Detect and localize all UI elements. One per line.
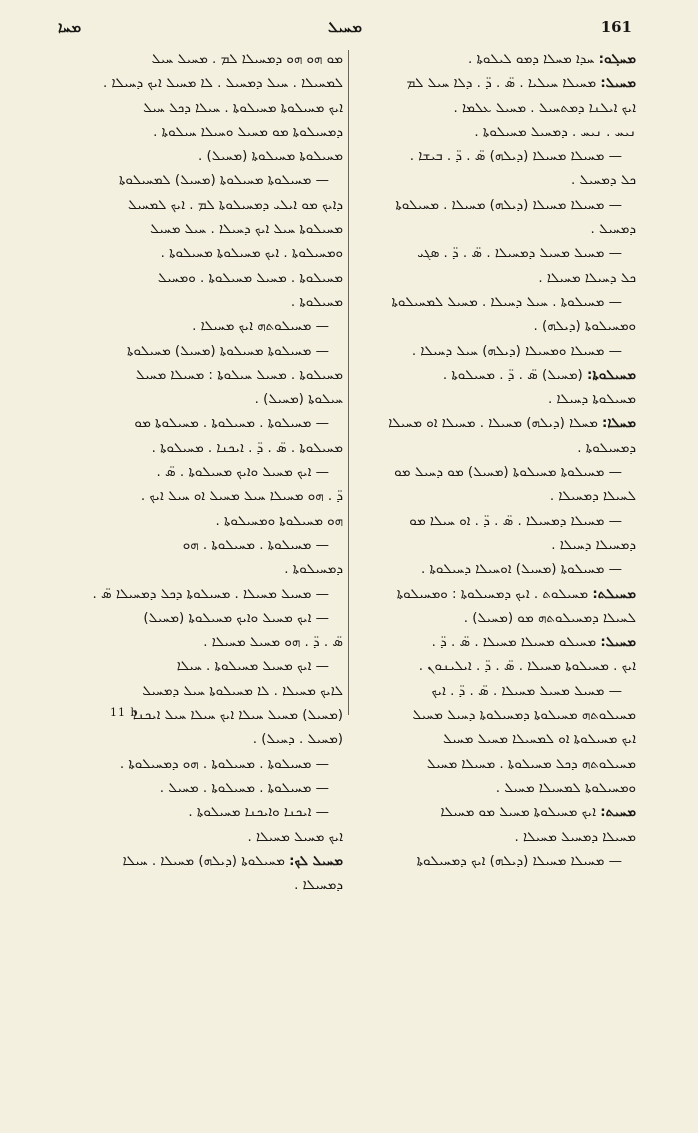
right-column-line bbox=[356, 485, 636, 509]
left-column-line bbox=[54, 194, 343, 218]
right-column-line bbox=[356, 655, 636, 679]
left-column-line bbox=[54, 121, 343, 145]
entry-text: — ܡܚܝܠ ܡܚܝܠܐ . ܡܚܝܠܘܬܐ ܕܟܠ ܕܡܚܝܠܐ ܣ̈ . bbox=[92, 586, 329, 602]
entry-text: (ܡܚܝܠ) ܣ̈ . ܕ̈ . ܡܚܝܠܘܬܐ . bbox=[442, 367, 588, 383]
right-column-line bbox=[356, 242, 636, 266]
entry-text: ܡܚܝܠܘܬܐ . ܡܚܝܠ ܡܚܝܠܘܬܐ . ܘܡܚܝܠ bbox=[157, 270, 343, 286]
left-column-line bbox=[54, 364, 343, 388]
entry-text: — ܡܚܝܠܐ ܡܚܝܠܐ (ܕܝܠܗ) ܣ̈ . ܕ̈ . ܒܝܫܐ . bbox=[409, 149, 622, 165]
right-column-line bbox=[356, 728, 636, 752]
left-column-line bbox=[54, 777, 343, 801]
entry-text: — ܐܝܟ ܡܚܝܠ ܡܚܝܠܘܬܐ . ܚܝܠܐ bbox=[176, 659, 329, 675]
entry-text: ܠܚܝܠܐ ܕܡܚܝܠܘܬܗ ܡܘ (ܡܚܝܠ) . bbox=[463, 610, 636, 626]
left-column-line bbox=[54, 72, 343, 96]
entry-text: ܐܝܟ ܡܚܝܠܘܬܐ ܡܚܝܠ ܡܘ ܡܚܝܠܐ bbox=[440, 805, 601, 821]
entry-text: — ܐܝܟ ܡܚܝܠ ܘܐܝܟ ܡܚܝܠܘܬܐ . ܣ̈ . bbox=[156, 465, 329, 481]
left-column-line bbox=[54, 291, 343, 315]
entry-text: — ܡܚܝܠܐ ܘܡܚܝܠܐ (ܕܝܠܗ) ܚܝܠ ܕܚܝܠܐ . bbox=[411, 343, 622, 359]
right-column-line bbox=[356, 558, 636, 582]
left-column-line bbox=[54, 145, 343, 169]
entry-headword: ܡܚܝܠܘܬܐ: bbox=[587, 367, 636, 383]
signature-mark: 11 b bbox=[110, 706, 139, 719]
entry-text: ܡܚܝܠܘܬܐ . bbox=[290, 294, 343, 310]
right-column-line bbox=[356, 583, 636, 607]
left-column-line bbox=[54, 534, 343, 558]
right-column-line bbox=[356, 680, 636, 704]
left-column-line bbox=[54, 558, 343, 582]
right-column-line bbox=[356, 218, 636, 242]
left-column-line bbox=[54, 169, 343, 193]
entry-text: — ܡܚܝܠܘܬܐ . ܡܚܝܠܘܬܐ . ܡܚܝܠܘܬܐ ܡܘ bbox=[134, 416, 329, 432]
entry-text: ܠܚܝܠܐ ܕܡܚܝܠܐ . bbox=[549, 489, 636, 505]
entry-text: ܡܚܝܠܘܬܐ ܕܚܝܠܐ . bbox=[548, 392, 636, 408]
header-left-catchword: ܡܚܐ bbox=[58, 18, 82, 36]
left-column-line bbox=[54, 680, 343, 704]
left-column-line bbox=[54, 753, 343, 777]
left-column-line bbox=[54, 242, 343, 266]
entry-text: — ܡܚܝܠܘܬܐ (ܡܚܝܠ) ܐܘܚܝܠܐ ܕܚܝܠܘܬܐ . bbox=[420, 562, 622, 578]
right-column-line bbox=[356, 777, 636, 801]
entry-text: ܡܚܝܠܘܬܐ ܚܝܠ ܐܝܟ ܕܚܝܠܐ . ܚܝܠ ܡܚܝܠ bbox=[150, 222, 343, 238]
right-column-line bbox=[356, 315, 636, 339]
entry-text: — ܡܚܝܠܐ ܡܚܝܠܐ (ܕܝܠܗ) ܡܚܝܠܐ . ܡܚܝܠܘܬܐ bbox=[395, 197, 622, 213]
right-column bbox=[356, 48, 636, 1013]
right-column-line bbox=[356, 510, 636, 534]
entry-text: — ܐܝܟ ܡܚܝܠ ܘܐܝܟ ܡܚܝܠܘܬܐ (ܡܚܝܠ) bbox=[143, 610, 329, 626]
entry-text: — ܡܚܝܠ ܡܚܝܠ ܕܡܚܝܠܐ . ܣ̈ . ܕ̈ . ܣܓܝ bbox=[417, 246, 622, 262]
entry-text: ܕܡܚܝܠܐ . bbox=[294, 878, 343, 894]
left-column-line bbox=[54, 631, 343, 655]
left-column-line bbox=[54, 826, 343, 850]
entry-text: ܘܡܚܝܠܘܬܐ . ܐܝܟ ܡܚܝܠܘܬܐ ܡܚܝܠܘܬܐ . bbox=[160, 246, 343, 262]
left-column-line bbox=[54, 485, 343, 509]
right-column-line bbox=[356, 631, 636, 655]
page-number: 161 bbox=[600, 18, 632, 36]
right-column-line bbox=[356, 534, 636, 558]
entry-text: ܟܠ ܕܡܚܝܠ . bbox=[571, 173, 636, 189]
entry-text: — ܡܚܝܠܐ ܕܡܚܝܠܐ . ܣ̈ . ܕ̈ . ܐܘ ܚܝܠܐ ܡܘ bbox=[409, 513, 622, 529]
entry-text: ܕܡܚܝܠܘܬܐ ܡܘ ܡܚܝܠ ܘܚܝܠܐ ܚܝܠܘܬܐ . bbox=[153, 124, 343, 140]
left-column-line bbox=[54, 583, 343, 607]
entry-text: ܚܕܐ ܡܚܠܐ ܕܡܘ ܠܝܠܘܬܐ . bbox=[467, 52, 599, 67]
entry-text: ܐܝܟ ܐܝܠܢܐ ܕܡܬܚܝܠ . ܡܚܝܠ ܥܠܡܐ . bbox=[453, 100, 636, 116]
entry-text: ܗܘ ܡܚܝܠܘܬܐ ܘܡܚܝܠܘܬܐ . bbox=[215, 513, 343, 529]
entry-text: ܟܠ ܕܚܝܠܐ ܡܚܝܠܐ . bbox=[538, 270, 636, 286]
entry-text: ܐܝܟ . ܡܚܝܠܘܬܐ ܡܚܝܠܐ . ܣ̈ . ܕ̈ . ܐܝܠܝܢܘܢ . bbox=[418, 659, 636, 675]
entry-text: — ܡܚܝܠܘܬܐ . ܡܚܝܠܘܬܐ . ܡܚܝܠ . bbox=[159, 780, 329, 796]
left-column-line bbox=[54, 874, 343, 898]
left-column-line bbox=[54, 48, 343, 72]
left-column-line bbox=[54, 704, 343, 728]
left-column-line bbox=[54, 607, 343, 631]
page-header bbox=[58, 18, 632, 40]
entry-headword: ܡܚܝܬ: bbox=[600, 805, 636, 821]
entry-headword: ܡܚܝܠ: bbox=[600, 76, 636, 92]
column-divider bbox=[348, 50, 349, 715]
entry-text: — ܡܚܝܠ ܡܚܝܠ ܡܚܝܠܐ . ܣ̈ . ܕ̈ . ܐܝܟ bbox=[431, 683, 622, 699]
entry-text: — ܡܚܝܠܘܬܐ ܡܚܝܠܘܬܐ (ܡܚܝܠ) ܡܚܝܠܘܬܐ bbox=[127, 343, 329, 359]
entry-text: ܐܝܟ ܡܚܝܠ ܡܚܝܠܐ . bbox=[247, 829, 343, 845]
right-column-line bbox=[356, 194, 636, 218]
entry-headword: ܡܚܝܠ: bbox=[600, 635, 636, 651]
left-column-line bbox=[54, 315, 343, 339]
left-column-line bbox=[54, 655, 343, 679]
entry-headword: ܡܚܠ݂ܘ: bbox=[598, 52, 636, 67]
entry-text: ܚܝܠܘܬܐ (ܡܚܝܠ) . bbox=[254, 392, 343, 408]
right-column-line bbox=[356, 801, 636, 825]
left-column-line bbox=[54, 510, 343, 534]
right-column-line bbox=[356, 291, 636, 315]
left-column-line bbox=[54, 388, 343, 412]
entry-text: ܡܚܝܠܘܬܗ ܡܚܝܠܘܬܐ ܕܡܚܝܠܘܬܐ ܕܚܝܠ ܡܚܝܠ bbox=[412, 708, 636, 724]
entry-text: — ܐܝܟܢܐ ܘܐܝܟܢܐ ܡܚܝܠܘܬܐ . bbox=[188, 805, 329, 821]
right-column-line bbox=[356, 364, 636, 388]
entry-text: ܐܝܟ ܡܚܝܠܘܬܐ ܡܚܝܠܘܬܐ . ܚܝܠܐ ܕܟܠ ܚܝܠ bbox=[143, 100, 343, 116]
left-column-line bbox=[54, 850, 343, 874]
entry-text: ܐܝܟ ܡܚܝܠܘܬܐ ܐܘ ܠܡܚܝܠܐ ܡܚܝܠ ܡܚܝܠ bbox=[443, 732, 636, 748]
left-column-line bbox=[54, 340, 343, 364]
right-column-line bbox=[356, 48, 636, 72]
right-column-line bbox=[356, 704, 636, 728]
left-column-line bbox=[54, 412, 343, 436]
entry-text: ܡܚܝܠܐ ܚܝܠܝܐ . ܣ̈ . ܕ̈ . ܕܠܐ ܚܝܠ ܠܡ bbox=[406, 76, 601, 92]
left-column-line bbox=[54, 218, 343, 242]
entry-text: — ܡܚܝܠܘܬܐ ܡܚܝܠܘܬܐ (ܡܚܝܠ) ܡܘ ܕܚܝܠ ܡܘ bbox=[394, 465, 622, 481]
right-column-line bbox=[356, 753, 636, 777]
entry-headword: ܡܚܝܠܬ: bbox=[592, 586, 636, 602]
entry-text: — ܡܚܝܠܘܬܐ . ܚܝܠ ܕܚܝܠܐ . ܡܚܝܠ ܠܡܚܝܠܘܬܐ bbox=[391, 294, 622, 310]
entry-text: ܡܚܝܠܐ ܕܡܚܝܠ ܡܚܝܠܐ . bbox=[514, 829, 636, 845]
right-column-line bbox=[356, 388, 636, 412]
entry-text: ܡܚܠܐ (ܕܝܠܗ) ܡܚܝܠܐ . ܡܚܝܠܐ ܐܘ ܡܚܝܠܐ bbox=[388, 416, 603, 432]
entry-text: ܢܝܚ . ܢܝܚ . ܕܡܚܝܠ ܡܚܝܠܘܬܐ . bbox=[474, 124, 636, 140]
entry-text: ܘܡܚܝܠܘܬܐ (ܕܝܠܗ) . bbox=[533, 319, 636, 335]
entry-text: ܕ̈ . ܗܘ ܡܚܝܠܐ ܚܝܠ ܡܚܝܠ ܐܘ ܚܝܠ ܐܝܟ . bbox=[140, 489, 343, 505]
entry-text: ܕܐܝܟ ܡܘ ܐܝܠܝ ܕܡܚܝܠܘܬܐ ܠܡ . ܐܝܟ ܠܡܚܝܠ bbox=[127, 197, 343, 213]
entry-text: ܡܚܝܠܘܬܗ ܕܟܠ ܡܚܝܠܘܬܐ . ܡܚܝܠܐ ܡܚܝܠ bbox=[426, 756, 636, 772]
entry-text: ܣ̈ . ܕ̈ . ܗܘ ܡܚܝܠ ܡܚܝܠܐ . bbox=[203, 635, 343, 651]
right-column-line bbox=[356, 145, 636, 169]
entry-text: ܘܡܚܝܠܘܬܐ ܠܡܚܝܠܐ ܡܚܝܠ . bbox=[495, 780, 636, 796]
entry-text: ܠܐܝܟ ܡܚܝܠܐ . ܠܐ ܡܚܝܠܘܬܐ ܚܝܠ ܕܡܚܝܠ bbox=[142, 683, 343, 699]
entry-text: ܡܚܝܠܘܬܐ ܡܚܝܠܘܬܐ (ܡܚܝܠ) . bbox=[198, 149, 343, 165]
entry-text: (ܡܚܝܠ) ܡܚܝܠ ܚܝܠܐ ܐܝܟ ܚܝܠܐ ܚܝܠ ܐܝܟܢܐ bbox=[132, 708, 343, 724]
entry-text: ܕܡܚܝܠ . bbox=[590, 222, 636, 238]
entry-text: — ܡܚܝܠܘܬܐ . ܡܚܝܠܘܬܐ . ܗܘ bbox=[182, 537, 329, 553]
entry-text: — ܡܚܝܠܘܬܗ ܐܝܟ ܡܚܝܠܐ . bbox=[192, 319, 329, 335]
right-column-line bbox=[356, 169, 636, 193]
left-column bbox=[54, 48, 343, 1013]
entry-text: ܡܘ ܗܘ ܗܘ ܕܡܚܝܠܐ ܠܡ . ܡܚܝܠ ܚܝܠ bbox=[151, 52, 343, 67]
right-column-line bbox=[356, 72, 636, 96]
right-column-line bbox=[356, 437, 636, 461]
left-column-line bbox=[54, 267, 343, 291]
entry-text: ܡܚܝܠܘ ܡܚܝܠܐ ܡܚܝܠܐ . ܣ̈ . ܕ̈ . bbox=[431, 635, 601, 651]
right-column-line bbox=[356, 850, 636, 874]
left-column-line bbox=[54, 801, 343, 825]
entry-text: ܡܚܝܠܘܬܐ . ܣ̈ . ܕ̈ . ܐܝܟܢܐ . ܡܚܝܠܘܬܐ . bbox=[151, 440, 343, 456]
entry-text: ܡܚܝܠܘܬܐ (ܕܝܠܗ) ܡܚܝܠܐ . ܚܝܠܐ bbox=[122, 853, 290, 869]
left-column-line bbox=[54, 461, 343, 485]
right-column-line bbox=[356, 267, 636, 291]
right-column-line bbox=[356, 607, 636, 631]
entry-text: — ܡܚܝܠܘܬܐ . ܡܚܝܠܘܬܐ . ܗܘ ܕܡܚܝܠܘܬܐ . bbox=[119, 756, 329, 772]
entry-text: — ܡܚܝܠܘܬܐ ܡܚܝܠܘܬܐ (ܡܚܝܠ) ܠܡܚܝܠܘܬܐ bbox=[118, 173, 329, 189]
left-column-line bbox=[54, 728, 343, 752]
right-column-line bbox=[356, 121, 636, 145]
right-column-line bbox=[356, 340, 636, 364]
entry-text: (ܡܚܝܠ . ܕܚܝܠ) . bbox=[252, 732, 343, 748]
entry-text: ܡܚܝܠܘܬ . ܐܝܟ ܕܡܚܝܠܘܬܐ : ܘܡܚܝܠܘܬܐ bbox=[396, 586, 593, 602]
right-column-line bbox=[356, 461, 636, 485]
right-column-line bbox=[356, 826, 636, 850]
left-column-line bbox=[54, 97, 343, 121]
entry-text: — ܡܚܝܠܐ ܡܚܝܠܐ (ܕܝܠܗ) ܐܝܟ ܕܡܚܝܠܘܬܐ bbox=[416, 853, 622, 869]
entry-text: ܕܡܚܝܠܘܬܐ . bbox=[284, 562, 343, 578]
entry-text: ܕܡܚܝܠܐ ܕܚܝܠܐ . bbox=[551, 537, 636, 553]
right-column-line bbox=[356, 97, 636, 121]
entry-headword: ܡܚܠܐ: bbox=[602, 416, 636, 432]
header-running-title: ܡܚܝܠ bbox=[328, 18, 362, 36]
entry-text: ܡܚܝܠܘܬܐ . ܡܚܝܠ ܚܝܠܘܬܐ : ܡܚܝܠܐ ܡܚܝܠ bbox=[135, 367, 343, 383]
left-column-line bbox=[54, 437, 343, 461]
right-column-line bbox=[356, 412, 636, 436]
entry-text: ܠܡܚܝܠܐ . ܚܝܠ ܕܡܚܝܠ . ܠܐ ܡܚܝܠ ܐܝܟ ܕܚܝܠܐ . bbox=[102, 76, 343, 92]
entry-headword: ܡܚܝܠ ܠܟ: bbox=[289, 853, 343, 869]
entry-text: ܕܡܚܝܠܘܬܐ . bbox=[577, 440, 636, 456]
